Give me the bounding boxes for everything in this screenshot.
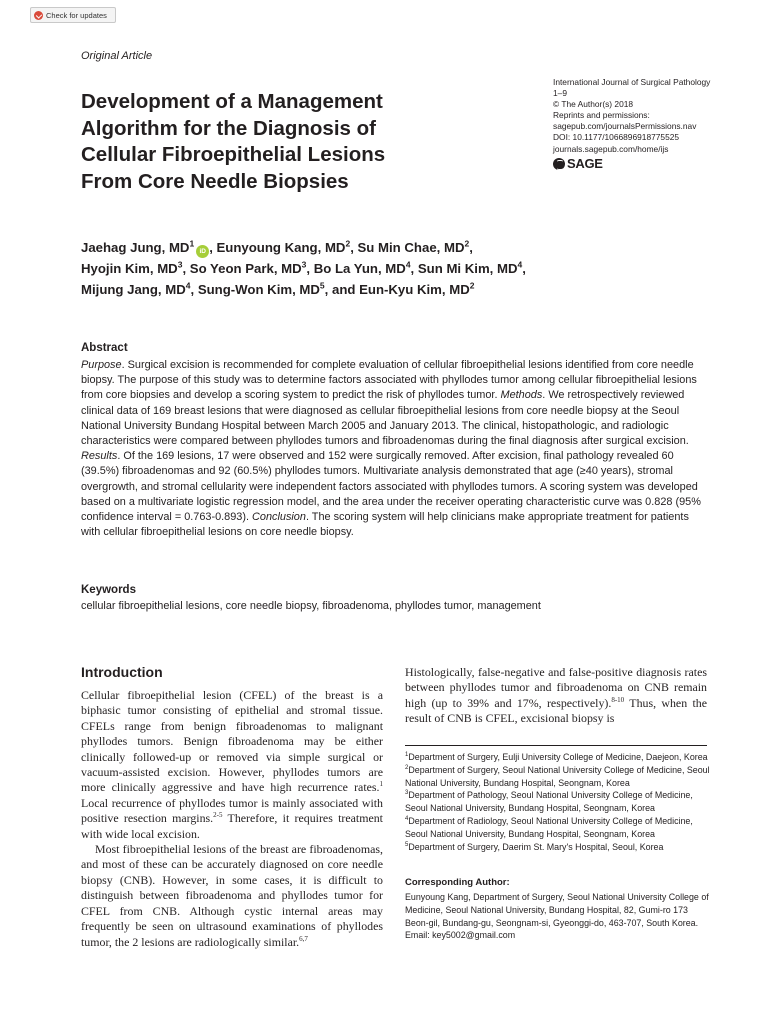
paragraph: [81, 842, 383, 950]
journal-name: International Journal of Surgical Pathology: [553, 77, 711, 87]
corresponding-author-email[interactable]: Email: key5002@gmail.com: [405, 930, 516, 941]
title-line: Development of a Management: [81, 90, 383, 113]
paragraph-text: Most fibroepithelial lesions of the breast are fibroadenomas, and most of these can be accurately diagnosed on core needle biopsy (CNB). However, in some cases, it is difficult to distinguish between fibroadenoma and phyllodes tumor for CFEL from CNB. Although cystic internal areas may frequently be seen on ultrasound examinations of phyllodes tumor, the 2 lesions are radiologically similar.: [81, 842, 383, 949]
affiliation-number: 4: [405, 816, 409, 823]
author-affiliation-ref: 4: [185, 280, 191, 291]
author-separator: ,: [209, 240, 217, 255]
corresponding-author-block: [405, 891, 710, 942]
author-name: Hyojin Kim, MD: [81, 261, 178, 276]
affiliation-number: 5: [405, 841, 409, 848]
affiliation-text: Department of Radiology, Seoul National University College of Medicine, Seoul National University, Bundang Hospital, Seongnam, Korea: [405, 815, 693, 839]
affiliation-item: [405, 841, 710, 854]
author-affiliation-ref: 3: [177, 259, 183, 270]
reprints-label: Reprints and permissions:: [553, 110, 650, 121]
affiliation-item: [405, 815, 710, 841]
paragraph-text: Therefore, it requires treatment with wide local excision.: [81, 811, 383, 841]
author-separator: , and: [324, 282, 360, 297]
section-label: Results: [81, 450, 118, 463]
check-for-updates-label: Check for updates: [46, 10, 107, 20]
journal-pages: 1–9: [553, 88, 567, 99]
author-name: Mijung Jang, MD: [81, 282, 186, 297]
sage-logo-icon: [553, 158, 565, 170]
orcid-icon[interactable]: iD: [196, 245, 209, 258]
affiliation-text: Department of Pathology, Seoul National University College of Medicine, Seoul National University, Bundang Hospital, Seongnam, Korea: [405, 790, 693, 814]
author-name: Sung-Won Kim, MD: [197, 282, 320, 297]
author-list: [81, 237, 681, 300]
citation-ref: 2-5: [213, 811, 223, 820]
author-separator: ,: [469, 240, 473, 255]
affiliation-item: [405, 764, 710, 790]
author-separator: ,: [350, 240, 358, 255]
title-line: From Core Needle Biopsies: [81, 169, 349, 193]
paragraph-text: Thus, when the result of CNB is CFEL, excisional biopsy is: [405, 695, 707, 726]
author-affiliation-ref: 1: [189, 238, 195, 249]
corresponding-author-heading: Corresponding Author:: [405, 877, 510, 888]
abstract-text: . The scoring system will help clinicians make appropriate treatment for patients with cellular fibroepithelial lesions on core needle biopsy.: [81, 511, 689, 539]
sage-logo: [553, 158, 753, 170]
citation-ref: 6,7: [299, 934, 308, 943]
title-line: Algorithm for the Diagnosis of: [81, 116, 376, 140]
author-separator: ,: [306, 261, 314, 276]
permissions-link[interactable]: sagepub.com/journalsPermissions.nav: [553, 121, 697, 132]
affiliation-number: 1: [405, 752, 409, 759]
affiliations: [405, 751, 710, 853]
journal-homepage-link[interactable]: journals.sagepub.com/home/ijs: [553, 143, 669, 154]
abstract-text: . Surgical excision is recommended for complete evaluation of cellular fibroepithelial lesions identified from core needle biopsy. The purpose of this study was to determine factors associated with phyllodes tumor among cellular fibroepithelial lesions from core biopsies and develop a scoring system to predict the risk of phyllodes tumor.: [81, 359, 697, 402]
paragraph-text: Local recurrence of phyllodes tumor is mainly associated with positive resection margins.: [81, 795, 383, 826]
author-name: Eun-Kyu Kim, MD: [359, 282, 470, 297]
article-type: Original Article: [81, 50, 153, 62]
check-icon: [34, 11, 43, 20]
paper-title: [81, 89, 511, 195]
section-label: Purpose: [81, 359, 122, 371]
abstract-body: [81, 358, 709, 540]
journal-info: [553, 77, 753, 170]
paragraph: [405, 665, 707, 727]
affiliation-number: 3: [405, 790, 409, 797]
introduction-right-column: [405, 665, 707, 727]
author-name: Sun Mi Kim, MD: [417, 261, 518, 276]
affiliation-number: 2: [405, 764, 409, 771]
paragraph: [81, 688, 383, 842]
corresponding-author-address: Eunyoung Kang, Department of Surgery, Seoul National University College of Medicine, Seoul National University, Bundang Hospital, 82, Gumi-ro 173 Beon-gil, Bundang-gu, Seongnam-si, Gyeonggi-do, 463-707, South Korea.: [405, 892, 709, 928]
paragraph-text: Histologically, false-negative and false-positive diagnosis rates between phyllodes tumor and fibroadenoma on CNB remain high (up to 39% and 17%, respectively).: [405, 665, 707, 710]
author-name: Eunyoung Kang, MD: [216, 240, 346, 255]
author-name: So Yeon Park, MD: [189, 261, 302, 276]
author-name: Su Min Chae, MD: [357, 240, 465, 255]
introduction-heading: Introduction: [81, 664, 163, 680]
keywords-text: cellular fibroepithelial lesions, core needle biopsy, fibroadenoma, phyllodes tumor, management: [81, 600, 541, 612]
affiliation-item: [405, 751, 710, 764]
author-separator: ,: [190, 282, 198, 297]
author-affiliation-ref: 2: [345, 238, 351, 249]
author-name: Jaehag Jung, MD: [81, 240, 190, 255]
paragraph-text: Cellular fibroepithelial lesion (CFEL) of the breast is a biphasic tumor consisting of epithelial and stromal tissue. CFELs range from benign fibroadenomas to malignant phyllodes tumors. Benign fibroadenoma may be either clinically followed-up or removed via simple surgical or vacuum-assisted excision. However, phyllodes tumors are more clinically aggressive and have high recurrence rates.: [81, 688, 383, 795]
author-separator: ,: [522, 261, 526, 276]
author-affiliation-ref: 4: [405, 259, 411, 270]
author-affiliation-ref: 5: [319, 280, 325, 291]
author-affiliation-ref: 2: [464, 238, 470, 249]
footnote-divider: [405, 745, 707, 746]
author-affiliation-ref: 3: [301, 259, 307, 270]
introduction-left-column: [81, 688, 383, 950]
author-affiliation-ref: 2: [469, 280, 475, 291]
copyright: © The Author(s) 2018: [553, 99, 634, 110]
abstract-text: . Of the 169 lesions, 17 were observed and 152 were surgically removed. After excision, final pathology revealed 60 (39.5%) fibroadenomas and 92 (60.5%) phyllodes tumors. Multivariate analysis demonstrated that age (≥40 years), stromal overgrowth, and stromal cellularity were independent factors associated with phyllodes tumors. A scoring system was developed based on a multivariate logistic regression model, and the area under the receiver operating characteristic curve was 0.828 (95% confidence interval = 0.763-0.893).: [81, 450, 701, 524]
citation-ref: 8-10: [611, 695, 625, 704]
author-name: Bo La Yun, MD: [313, 261, 406, 276]
affiliation-text: Department of Surgery, Eulji University College of Medicine, Daejeon, Korea: [408, 752, 708, 762]
section-label: Conclusion: [252, 511, 306, 524]
keywords-heading: Keywords: [81, 584, 136, 596]
section-label: Methods: [500, 389, 543, 402]
affiliation-text: Department of Surgery, Daerim St. Mary's Hospital, Seoul, Korea: [408, 841, 664, 852]
abstract-text: . We retrospectively reviewed clinical data of 169 breast lesions that were diagnosed as cellular fibroepithelial lesions from core needle biopsy at the Seoul National University Bundang Hospital between March 2005 and January 2013. The clinical, histopathologic, and radiologic characteristics were compared between phyllodes tumors and fibroadenomas during the final diagnosis after surgical excision.: [81, 389, 689, 448]
citation-ref: 1: [379, 780, 383, 789]
author-affiliation-ref: 4: [517, 259, 523, 270]
publisher-name: SAGE: [567, 156, 603, 172]
affiliation-item: [405, 789, 710, 815]
author-separator: ,: [182, 261, 190, 276]
author-separator: ,: [410, 261, 418, 276]
check-for-updates-badge[interactable]: [30, 7, 116, 23]
doi[interactable]: DOI: 10.1177/1066896918775525: [553, 132, 680, 143]
abstract-heading: Abstract: [81, 342, 128, 354]
title-line: Cellular Fibroepithelial Lesions: [81, 143, 386, 166]
affiliation-text: Department of Surgery, Seoul National University College of Medicine, Seoul National University, Bundang Hospital, Seongnam, Korea: [405, 764, 710, 788]
